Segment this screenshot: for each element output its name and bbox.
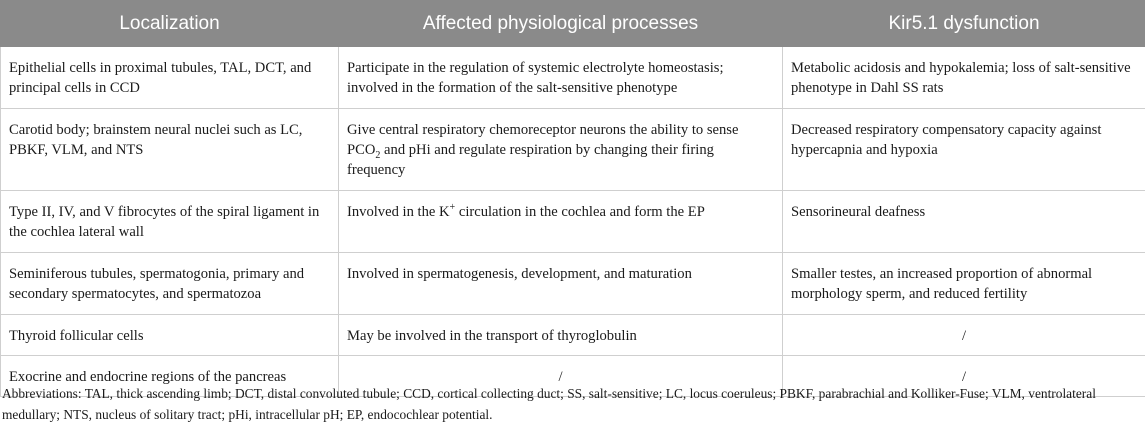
cell-dysfunction: Sensorineural deafness	[783, 191, 1145, 253]
header-row	[1, 1, 1145, 47]
table-row	[1, 47, 1145, 109]
cell-localization: Thyroid follicular cells	[1, 315, 339, 356]
cell-dysfunction: Decreased respiratory compensatory capacity against hypercapnia and hypoxia	[783, 109, 1145, 191]
header-localization: Localization	[1, 1, 339, 47]
table-row	[1, 315, 1145, 356]
header-dysfunction: Kir5.1 dysfunction	[783, 1, 1145, 47]
cell-processes	[339, 191, 783, 253]
table-row	[1, 253, 1145, 315]
superscript: +	[449, 202, 456, 214]
cell-processes: May be involved in the transport of thyroglobulin	[339, 315, 783, 356]
cell-dysfunction: Smaller testes, an increased proportion of abnormal morphology sperm, and reduced fertility	[783, 253, 1145, 315]
cell-dysfunction: /	[783, 356, 1145, 397]
cell-processes	[339, 109, 783, 191]
cell-processes: Involved in spermatogenesis, development, and maturation	[339, 253, 783, 315]
header-processes: Affected physiological processes	[339, 1, 783, 47]
cell-text: circulation in the cochlea and form the EP	[455, 204, 705, 220]
cell-dysfunction: /	[783, 315, 1145, 356]
cell-processes: Participate in the regulation of systemic electrolyte homeostasis; involved in the formation of the salt-sensitive phenotype	[339, 47, 783, 109]
table-row	[1, 191, 1145, 253]
cell-text: and pHi and regulate respiration by changing their firing frequency	[347, 142, 714, 178]
cell-localization: Exocrine and endocrine regions of the pancreas	[1, 356, 339, 397]
cell-processes: /	[339, 356, 783, 397]
table-row	[1, 109, 1145, 191]
abbreviations-footnote: Abbreviations: TAL, thick ascending limb; DCT, distal convoluted tubule; CCD, cortical collecting duct; SS, salt-sensitive; LC, locus coeruleus; PBKF, parabrachial and Kolliker-Fuse; VLM, ventrolateral medullary; NTS, nucleus of solitary tract; pHi, intracellular pH; EP, endocochlear potential.	[2, 386, 1096, 422]
cell-text: Give central respiratory chemoreceptor neurons the ability to sense PCO	[347, 122, 739, 158]
cell-localization: Type II, IV, and V fibrocytes of the spiral ligament in the cochlea lateral wall	[1, 191, 339, 253]
cell-text: Involved in the K	[347, 204, 450, 220]
cell-dysfunction: Metabolic acidosis and hypokalemia; loss of salt-sensitive phenotype in Dahl SS rats	[783, 47, 1145, 109]
cell-localization: Carotid body; brainstem neural nuclei such as LC, PBKF, VLM, and NTS	[1, 109, 339, 191]
cell-localization: Seminiferous tubules, spermatogonia, primary and secondary spermatocytes, and spermatozoa	[1, 253, 339, 315]
subscript: 2	[375, 149, 381, 161]
cell-localization: Epithelial cells in proximal tubules, TAL, DCT, and principal cells in CCD	[1, 47, 339, 109]
